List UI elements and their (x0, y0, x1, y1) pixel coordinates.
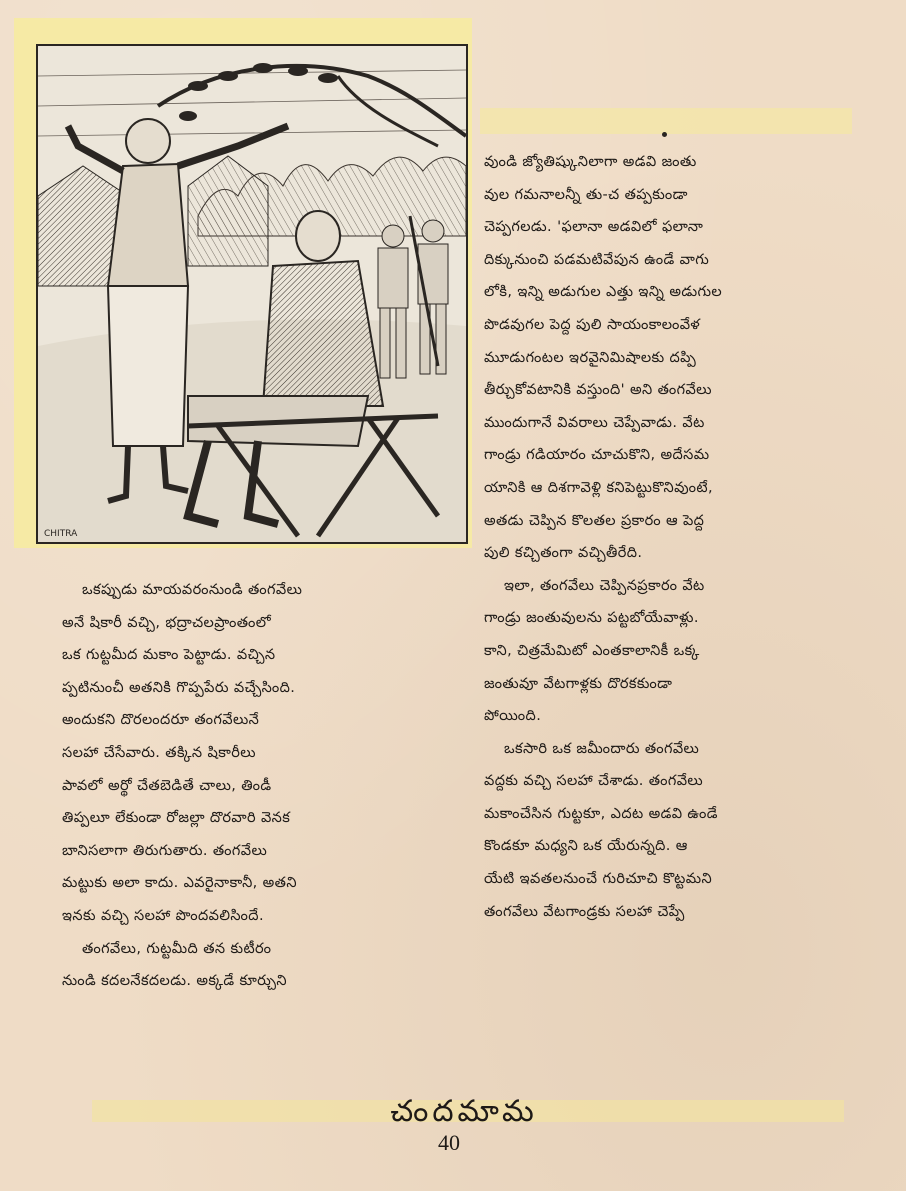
magazine-title: చందమామ (390, 1094, 538, 1129)
text-line: తంగవేలు వేటగాండ్రకు సలహా చెప్పే (484, 903, 685, 920)
text-line: మకాంచేసిన గుట్టకూ, ఎదట అడవి ఉండే (484, 805, 718, 822)
header-strip (480, 108, 852, 134)
text-line: యేటి ఇవతలనుంచే గురిచూచి కొట్టమని (484, 871, 713, 888)
text-line: ఇనకు వచ్చి సలహా పొందవలిసిందే. (62, 907, 264, 924)
illustration-frame (14, 18, 472, 548)
text-line: సలహా చేసేవారు. తక్కిన షికారీలు (62, 744, 256, 761)
text-line: ఒకప్పుడు మాయవరంనుండి తంగవేలు (62, 582, 303, 598)
text-line: పొడవుగల పెద్ద పులి సాయంకాలంవేళ (484, 316, 701, 333)
page-number: 40 (438, 1130, 460, 1155)
text-line: జంతువూ వేటగాళ్లకు దొరకకుండా (484, 675, 673, 692)
text-line: మట్టుకు అలా కాదు. ఎవరైనాకానీ, అతని (62, 875, 297, 892)
text-line: ప్పటినుంచీ అతనికి గొప్పపేరు వచ్చేసింది. (62, 679, 296, 696)
text-line: దిక్కునుంచి పడమటివేపున ఉండే వాగు (484, 251, 710, 268)
text-line: వద్దకు వచ్చి సలహా చేశాడు. తంగవేలు (484, 773, 704, 790)
text-line: బానిసలాగా తిరుగుతారు. తంగవేలు (62, 842, 268, 859)
text-line: వుల గమనాలన్నీ తు-చ తప్పకుండా (484, 186, 688, 203)
bullet-dot (662, 132, 667, 137)
text-line: యానికి ఆ దిశగావెళ్లి కనిపెట్టుకొనివుంటే, (484, 479, 713, 496)
text-line: తిప్పలూ లేకుండా రోజల్లా దొరవారి వెనక (62, 810, 291, 827)
text-line: తీర్చుకోవటానికి వస్తుంది' అని తంగవేలు (484, 382, 712, 399)
text-line: మూడుగంటల ఇరవైనిమిషాలకు దప్పి (484, 349, 697, 366)
text-line: తంగవేలు, గుట్టమీది తన కుటీరం (62, 940, 272, 957)
text-line: పావలో అర్థో చేతబెడితే చాలు, తిండీ (62, 777, 272, 794)
text-line: గాండ్రు జంతువులను పట్టబోయేవాళ్లు. (484, 610, 699, 627)
text-line: వుండి జ్యోతిష్కునిలాగా అడవి జంతు (484, 154, 697, 170)
text-line: గాండ్రు గడియారం చూచుకొని, అదేసమ (484, 447, 710, 464)
illustration-drawing (38, 46, 466, 542)
text-line: నుండి కదలనేకదలడు. అక్కడే కూర్చుని (62, 973, 288, 990)
artist-signature: CHITRA (44, 529, 78, 539)
story-illustration (36, 44, 468, 544)
left-text-column (62, 574, 302, 998)
right-text-column (484, 146, 722, 928)
text-line: ముందుగానే వివరాలు చెప్పేవాడు. వేట (484, 414, 705, 431)
text-line: ఒకసారి ఒక జమీందారు తంగవేలు (484, 740, 700, 757)
text-line: ఇలా, తంగవేలు చెప్పినప్రకారం వేట (484, 577, 705, 594)
text-line: పులి కచ్చితంగా వచ్చితీరేది. (484, 545, 643, 562)
text-line: కాని, చిత్రమేమిటో ఎంతకాలానికీ ఒక్క (484, 642, 700, 659)
text-line: పోయింది. (484, 708, 542, 725)
text-line: అనే షికారీ వచ్చి, భద్రాచలప్రాంతంలో (62, 614, 272, 631)
text-line: ఒక గుట్టమీద మకాం పెట్టాడు. వచ్చిన (62, 647, 276, 664)
text-line: లోకి, ఇన్ని అడుగుల ఎత్తు ఇన్ని అడుగుల (484, 284, 723, 301)
text-line: కొండకూ మధ్యని ఒక యేరున్నది. ఆ (484, 838, 688, 855)
text-line: అతడు చెప్పిన కొలతల ప్రకారం ఆ పెద్ద (484, 512, 705, 529)
text-line: చెప్పగలడు. 'ఫలానా అడవిలో ఫలానా (484, 219, 704, 236)
text-line: అందుకని దొరలందరూ తంగవేలునే (62, 712, 260, 729)
